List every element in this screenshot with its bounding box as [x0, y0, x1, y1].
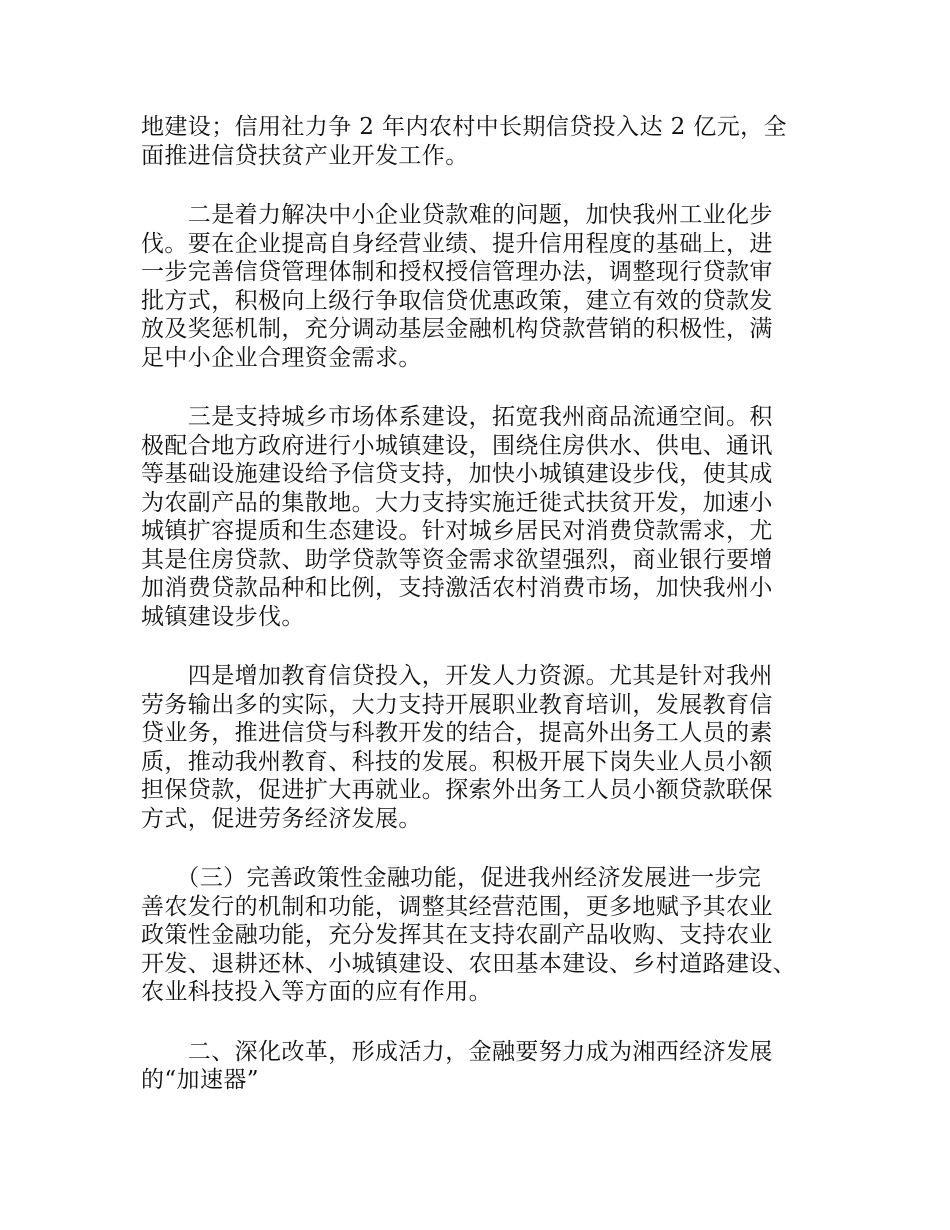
text-line: 等基础设施建设给予信贷支持，加快小城镇建设步伐，使其成 [141, 461, 773, 487]
text-line: 极配合地方政府进行小城镇建设，围绕住房供水、供电、通讯 [141, 432, 773, 459]
text-line: 政策性金融功能，充分发挥其在支持农副产品收购、支持农业 [141, 922, 773, 948]
text-line: 城镇扩容提质和生态建设。针对城乡居民对消费贷款需求，尤 [141, 518, 773, 544]
paragraph-2 [141, 201, 831, 372]
text-line: 劳务输出多的实际，大力支持开展职业教育培训，发展教育信 [141, 691, 773, 718]
text-line: 三是支持城乡市场体系建设，拓宽我州商品流通空间。积 [141, 404, 773, 430]
text-line: 方式，促进劳务经济发展。 [141, 805, 422, 832]
text-line: 批方式，积极向上级行争取信贷优惠政策，建立有效的贷款发 [141, 287, 773, 314]
text-line: 二、深化改革，形成活力，金融要努力成为湘西经济发展 [141, 1038, 773, 1065]
text-line: 加消费贷款品种和比例，支持激活农村消费市场，加快我州小 [141, 575, 773, 601]
text-line: 放及奖惩机制，充分调动基层金融机构贷款营销的积极性，满 [141, 316, 773, 342]
text-line: 担保贷款，促进扩大再就业。探索外出务工人员小额贷款联保 [141, 777, 773, 803]
text-line: 为农副产品的集散地。大力支持实施迁徙式扶贫开发，加速小 [141, 489, 773, 516]
text-line: 一步完善信贷管理体制和授权授信管理办法，调整现行贷款审 [141, 259, 773, 285]
text-line: 其是住房贷款、助学贷款等资金需求欲望强烈，商业银行要增 [141, 546, 773, 573]
text-line: 开发、退耕还林、小城镇建设、农田基本建设、乡村道路建设、 [141, 950, 797, 977]
paragraph-1 [141, 113, 831, 170]
text-line: 地建设；信用社力争 2 年内农村中长期信贷投入达 2 亿元，全 [141, 114, 787, 140]
text-line: 面推进信贷扶贫产业开发工作。 [141, 142, 469, 169]
paragraph-6 [141, 1038, 831, 1095]
document-body [141, 113, 831, 1126]
text-line: 伐。要在企业提高自身经营业绩、提升信用程度的基础上，进 [141, 230, 773, 257]
text-line: 农业科技投入等方面的应有作用。 [141, 979, 492, 1005]
text-line: 贷业务，推进信贷与科教开发的结合，提高外出务工人员的素 [141, 720, 773, 746]
text-line: 善农发行的机制和功能，调整其经营范围，更多地赋予其农业 [141, 893, 773, 920]
text-line: 四是增加教育信贷投入，开发人力资源。尤其是针对我州 [141, 663, 773, 689]
paragraph-3 [141, 403, 831, 631]
text-line: 二是着力解决中小企业贷款难的问题，加快我州工业化步 [141, 202, 773, 228]
text-line: 足中小企业合理资金需求。 [141, 344, 422, 371]
paragraph-5 [141, 864, 831, 1007]
paragraph-4 [141, 662, 831, 833]
text-line: 质，推动我州教育、科技的发展。积极开展下岗失业人员小额 [141, 748, 773, 775]
text-line: 的“加速器” [141, 1067, 259, 1093]
text-line: 城镇建设步伐。 [141, 603, 305, 630]
text-line: （三）完善政策性金融功能，促进我州经济发展进一步完 [141, 865, 762, 891]
